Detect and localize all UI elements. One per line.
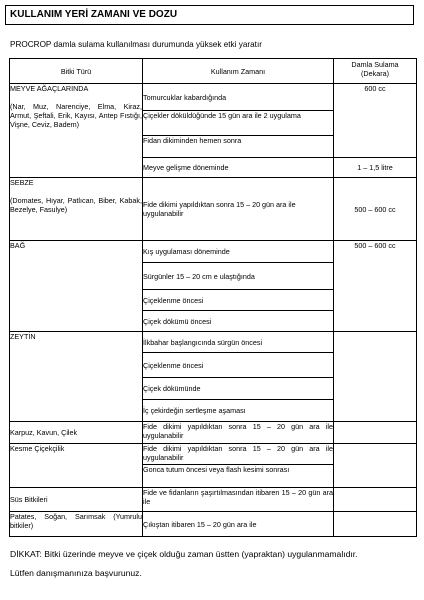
dose-cell-empty: [334, 512, 417, 537]
time-cell: Fide ve fidanların şaşırtılmasından itibaren 15 – 20 gün ara ile: [143, 488, 334, 512]
plant-cell-patates: Patates, Soğan, Sarımsak (Yumrulu bitkiler): [10, 512, 143, 537]
dose-cell: 600 cc: [334, 84, 417, 158]
time-cell: Çiçeklenme öncesi: [143, 290, 334, 311]
plant-cell-sus: Süs Bitkileri: [10, 488, 143, 512]
table-row: [10, 512, 417, 537]
plant-cell-meyve: MEYVE AĞAÇLARINDA (Nar, Muz, Narenciye, Elma, Kiraz, Armut, Şeftali, Erik, Kayısı, Antep Fıstığı, Vişne, Ceviz, Badem): [10, 84, 143, 178]
table-row: [10, 488, 417, 512]
header-drip-irrigation: Damla Sulama (Dekara): [334, 59, 417, 84]
intro-text: PROCROP damla sulama kullanılması durumunda yüksek etki yaratır: [10, 40, 262, 49]
time-cell: Fide dikimi yapıldıktan sonra 15 – 20 gün ara ile uygulanabilir: [143, 178, 334, 241]
time-cell: Fidan dikiminden hemen sonra: [143, 136, 334, 158]
plant-cell-karpuz: Karpuz, Kavun, Çilek: [10, 422, 143, 444]
time-cell: İlkbahar başlangıcında sürgün öncesi: [143, 332, 334, 353]
table-row: [10, 178, 417, 241]
time-cell: Çiçekler döküldüğünde 15 gün ara ile 2 uygulama: [143, 111, 334, 136]
page-title: KULLANIM YERİ ZAMANI VE DOZU: [5, 5, 414, 25]
time-cell: Gonca tutum öncesi veya flash kesimi sonrası: [143, 465, 334, 488]
time-cell: Tomurcuklar kabardığında: [143, 84, 334, 111]
time-cell: Çiçek dökümü öncesi: [143, 311, 334, 332]
dose-cell-empty: [334, 332, 417, 422]
time-cell: İç çekirdeğin sertleşme aşaması: [143, 400, 334, 422]
dose-cell: 1 – 1,5 litre: [334, 158, 417, 178]
time-cell: Kış uygulaması döneminde: [143, 241, 334, 263]
plant-cell-sebze: SEBZE (Domates, Hıyar, Patlıcan, Biber, Kabak, Bezelye, Fasulye): [10, 178, 143, 241]
table-row: [10, 332, 417, 353]
advice-text: Lütfen danışmanınıza başvurunuz.: [10, 568, 142, 578]
time-cell: Çiçek dökümünde: [143, 378, 334, 400]
dose-cell-empty: [334, 488, 417, 512]
time-cell: Çıkıştan itibaren 15 – 20 gün ara ile: [143, 512, 334, 537]
time-cell: Çiçeklenme öncesi: [143, 353, 334, 378]
dose-cell-empty: [334, 422, 417, 444]
dose-cell: 500 – 600 cc: [334, 178, 417, 241]
plant-cell-zeytin: ZEYTİN: [10, 332, 143, 422]
dose-cell-empty: [334, 444, 417, 488]
header-usage-time: Kullanım Zamanı: [143, 59, 334, 84]
notes: [10, 549, 420, 579]
time-cell: Sürgünler 15 – 20 cm e ulaştığında: [143, 263, 334, 290]
table-row: [10, 422, 417, 444]
time-cell: Fide dikimi yapıldıktan sonra 15 – 20 gün ara ile uygulanabilir: [143, 422, 334, 444]
dose-cell: 500 – 600 cc: [334, 241, 417, 332]
time-cell: Meyve gelişme döneminde: [143, 158, 334, 178]
table-row: [10, 84, 417, 111]
header-plant-type: Bitki Türü: [10, 59, 143, 84]
table-header-row: [10, 59, 417, 84]
plant-cell-bag: BAĞ: [10, 241, 143, 332]
plant-cell-kesme: Kesme Çiçekçilik: [10, 444, 143, 488]
dosage-table: [9, 58, 417, 537]
warning-text: DİKKAT: Bitki üzerinde meyve ve çiçek olduğu zaman üstten (yapraktan) uygulanmamalıdır.: [10, 549, 358, 559]
time-cell: Fide dikimi yapıldıktan sonra 15 – 20 gün ara ile uygulanabilir: [143, 444, 334, 465]
table-row: [10, 444, 417, 465]
table-row: [10, 241, 417, 263]
